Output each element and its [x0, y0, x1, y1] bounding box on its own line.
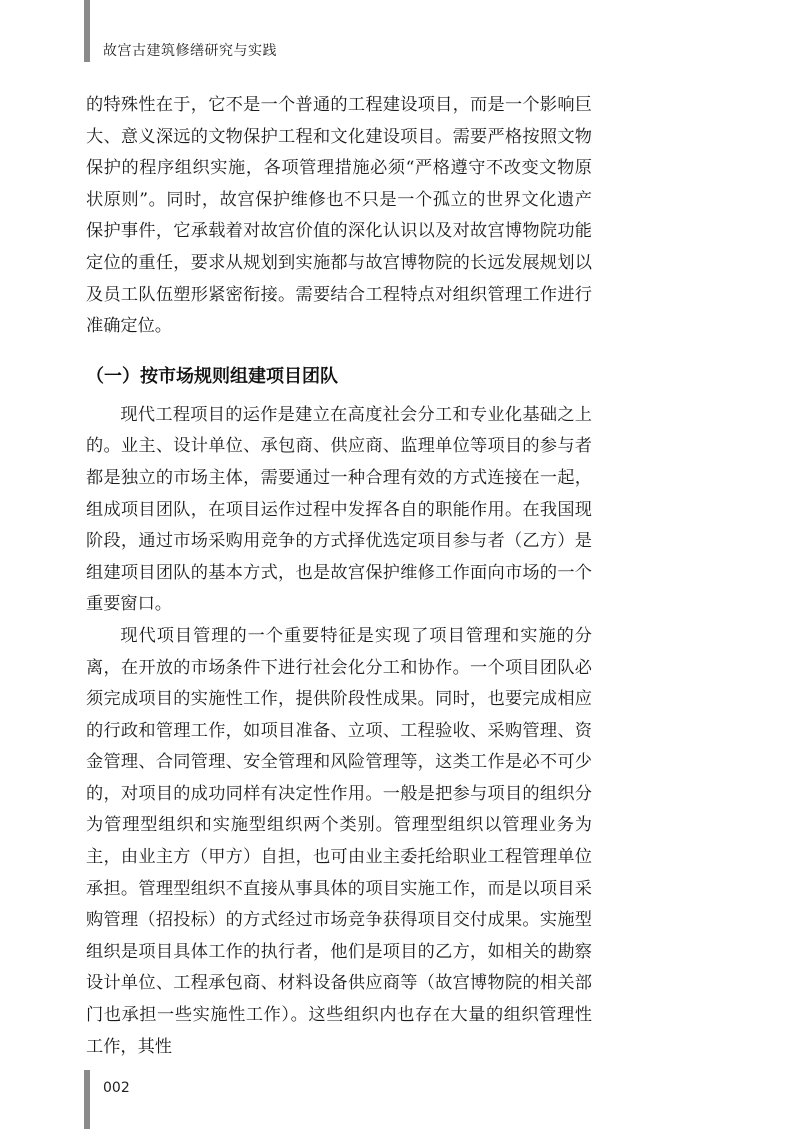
- footer-rule: [84, 1070, 90, 1129]
- page-number: 002: [103, 1080, 130, 1096]
- paragraph-continued: 的特殊性在于，它不是一个普通的工程建设项目，而是一个影响巨大、意义深远的文物保护工程和文化建设项目。需要严格按照文物保护的程序组织实施，各项管理措施必须“严格遵守不改变文物原状原则”。同时，故宫保护维修也不只是一个孤立的世界文化遗产保护事件，它承载着对故宫价值的深化认识以及对故宫博物院功能定位的重任，要求从规划到实施都与故宫博物院的长远发展规划以及员工队伍塑形紧密衔接。需要结合工程特点对组织管理工作进行准确定位。: [86, 95, 592, 337]
- page-body: [86, 90, 592, 1063]
- header-rule: [84, 0, 90, 62]
- paragraph: 现代项目管理的一个重要特征是实现了项目管理和实施的分离，在开放的市场条件下进行社会化分工和协作。一个项目团队必须完成项目的实施性工作，提供阶段性成果。同时，也要完成相应的行政和管理工作，如项目准备、立项、工程验收、采购管理、资金管理、合同管理、安全管理和风险管理等，这类工作是必不可少的，对项目的成功同样有决定性作用。一般是把参与项目的组织分为管理型组织和实施型组织两个类别。管理型组织以管理业务为主，由业主方（甲方）自担，也可由业主委托给职业工程管理单位承担。管理型组织不直接从事具体的项目实施工作，而是以项目采购管理（招投标）的方式经过市场竞争获得项目交付成果。实施型组织是项目具体工作的执行者，他们是项目的乙方，如相关的勘察设计单位、工程承包商、材料设备供应商等（故宫博物院的相关部门也承担一些实施性工作）。这些组织内也存在大量的组织管理性工作，其性: [86, 625, 592, 1057]
- paragraph: 现代工程项目的运作是建立在高度社会分工和专业化基础之上的。业主、设计单位、承包商、供应商、监理单位等项目的参与者都是独立的市场主体，需要通过一种合理有效的方式连接在一起，组成项目团队，在项目运作过程中发挥各自的职能作用。在我国现阶段，通过市场采购用竞争的方式择优选定项目参与者（乙方）是组建项目团队的基本方式，也是故宫保护维修工作面向市场的一个重要窗口。: [86, 404, 592, 615]
- section-heading: （一）按市场规则组建项目团队: [86, 365, 338, 387]
- running-header-title: 故宫古建筑修缮研究与实践: [103, 43, 277, 59]
